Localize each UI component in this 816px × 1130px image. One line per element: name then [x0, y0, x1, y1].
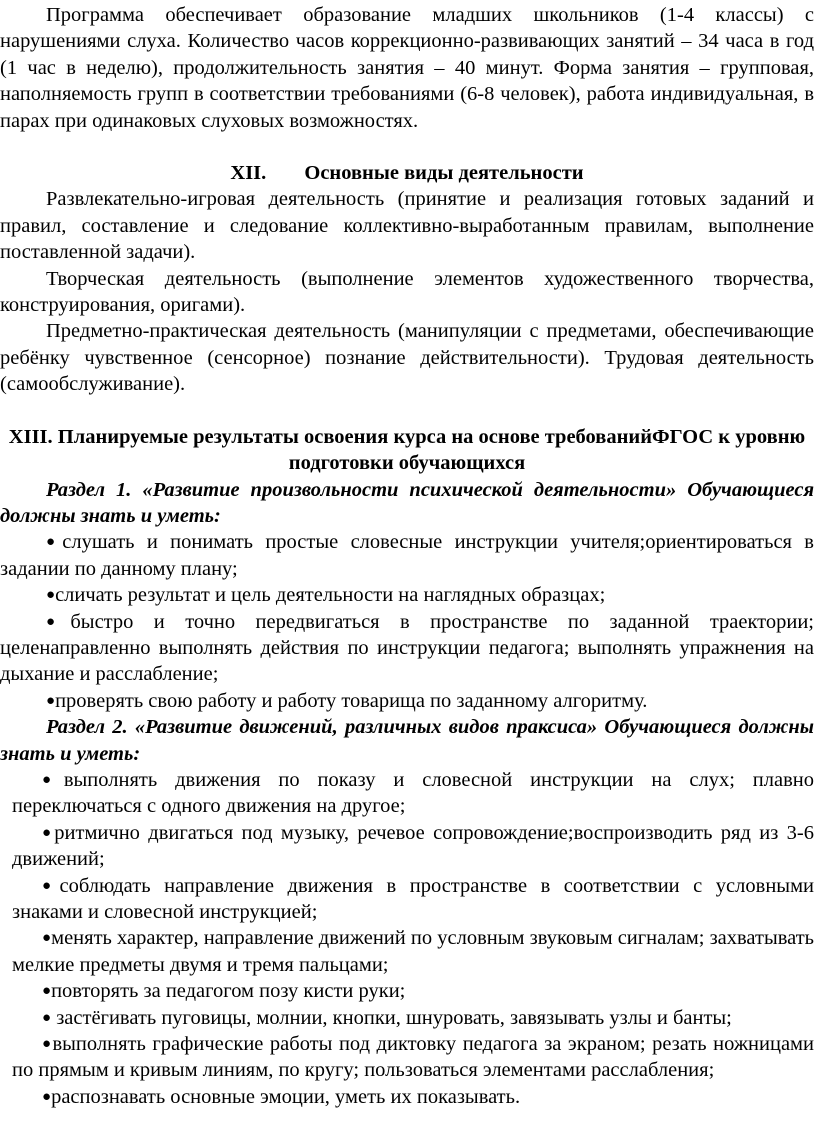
list-item: ●проверять свою работу и работу товарища по заданному алгоритму. — [46, 689, 648, 712]
list-item: ●быстро и точно передвигаться в пространстве по заданной траектории; целенаправленно выполнять действия по инструкции педагога; выполнять упражнения на дыхание и расслабление; — [0, 610, 814, 686]
bullet-icon: ● — [42, 1009, 52, 1026]
bullet-icon: ● — [42, 771, 64, 788]
bullet-icon: ● — [42, 930, 52, 947]
bullet-icon: ● — [42, 1036, 53, 1053]
list-item: ●повторять за педагогом позу кисти руки; — [42, 980, 406, 1003]
bullet-icon: ● — [42, 824, 55, 841]
list-item: ●соблюдать направление движения в пространстве в соответствии с условными знаками и словесной инструкцией; — [12, 874, 815, 923]
part-2-heading: Раздел 2. «Развитие движений, различных видов праксиса» Обучающиеся должны знать и уметь: — [0, 716, 814, 765]
list-item: ●выполнять движения по показу и словесной инструкции на слух; плавно переключаться с одного движения на другое; — [12, 768, 815, 818]
part-1-heading: Раздел 1. «Развитие произвольности психической деятельности» Обучающиеся должны знать и уметь: — [0, 478, 814, 527]
bullet-icon: ● — [42, 1088, 52, 1105]
activity-paragraph: Предметно-практическая деятельность (манипуляции с предметами, обеспечивающие ребёнку чувственное (сенсорное) познание действительности). Трудовая деятельность (самообслуживание). — [0, 320, 814, 396]
section-12-heading — [0, 160, 814, 186]
list-item: ●слушать и понимать простые словесные инструкции учителя;ориентироваться в задании по данному плану; — [0, 531, 814, 580]
bullet-icon: ● — [46, 534, 63, 551]
bullet-icon: ● — [42, 877, 60, 894]
intro-paragraph: Программа обеспечивает образование младших школьников (1-4 классы) с нарушениями слуха. Количество часов коррекционно-развивающих занятий – 34 часа в год (1 час в неделю), продолжительность занятия – 40 минут. Форма занятия – групповая, наполняемость групп в соответствии требованиями (6-8 человек), работа индивидуальная, в парах при одинаковых слуховых возможностях. — [0, 4, 814, 132]
spacer — [0, 134, 814, 160]
activity-paragraph: Творческая деятельность (выполнение элементов художественного творчества, конструирования, оригами). — [0, 267, 814, 317]
section-12-title: Основные виды деятельности — [304, 162, 584, 185]
list-item: ● застёгивать пуговицы, молнии, кнопки, шнуровать, завязывать узлы и банты; — [42, 1006, 732, 1029]
list-item: ●менять характер, направление движений по условным звуковым сигналам; захватывать мелкие предметы двумя и тремя пальцами; — [12, 927, 815, 976]
list-item: ●сличать результат и цель деятельности на наглядных образцах; — [46, 584, 606, 607]
bullet-icon: ● — [46, 587, 56, 604]
bullet-icon: ● — [46, 613, 71, 630]
list-item: ●распознавать основные эмоции, уметь их показывать. — [42, 1085, 521, 1108]
bullet-icon: ● — [46, 692, 56, 709]
section-13-heading: XIII. Планируемые результаты освоения курса на основе требованийФГОС к уровню подготовки обучающихся — [8, 425, 806, 475]
list-item: ●ритмично двигаться под музыку, речевое сопровождение;воспроизводить ряд из 3-6 движений; — [12, 821, 814, 871]
spacer — [0, 398, 814, 424]
section-12-number: XII. — [230, 162, 267, 185]
activity-paragraph: Развлекательно-игровая деятельность (принятие и реализация готовых заданий и правил, составление и следование коллективно-выработанным правилам, выполнение поставленной задачи). — [0, 188, 814, 264]
list-item: ●выполнять графические работы под диктовку педагога за экраном; резать ножницами по прямым и кривым линиям, по кругу; пользоваться элементами расслабления; — [12, 1033, 815, 1082]
bullet-icon: ● — [42, 983, 52, 1000]
